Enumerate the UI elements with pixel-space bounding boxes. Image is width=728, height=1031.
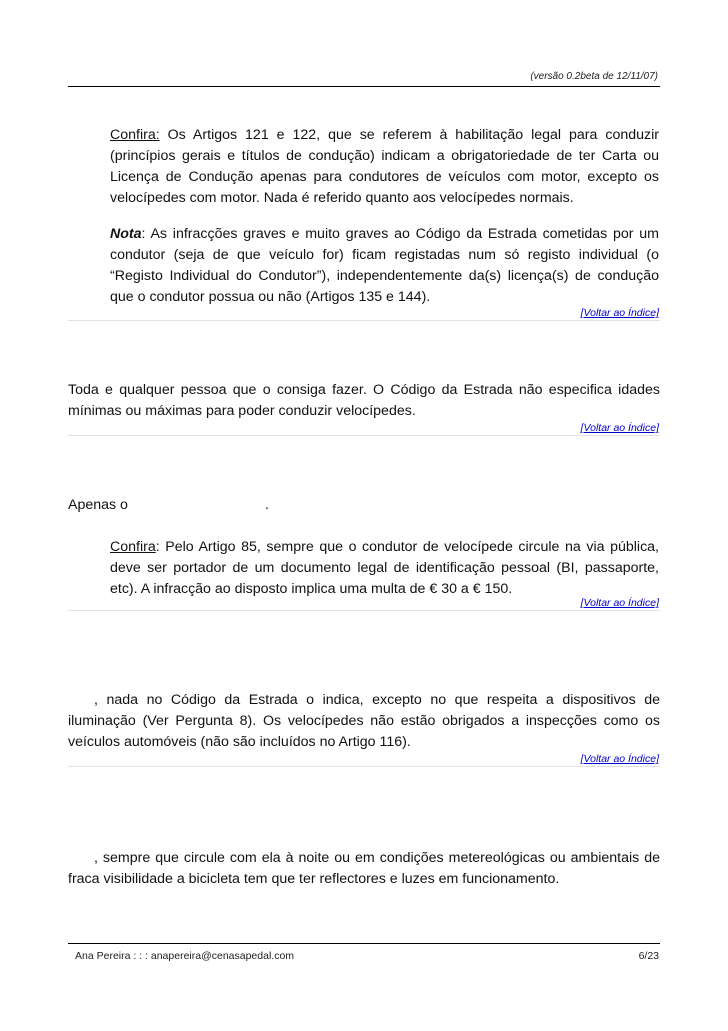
back-to-index-link-2[interactable]: [Voltar ao Índice] (580, 422, 659, 434)
section-separator-1 (68, 320, 660, 321)
confira-block-2 (110, 537, 659, 600)
answer-documents (68, 495, 660, 516)
confira-label: Confira (110, 539, 156, 555)
answer-lights: , sempre que circule com ela à noite ou em condições metereológicas ou ambientais de fraca visibilidade a bicicleta tem que ter reflectores e luzes em funcionamento. (68, 850, 660, 887)
confira-text: : Pelo Artigo 85, sempre que o condutor de velocípede circule na via pública, deve ser portador de um documento legal de identificação pessoal (BI, passaporte, etc). A infracção ao disposto implica uma multa de € 30 a € 150. (110, 539, 659, 597)
back-to-index-link-1[interactable]: [Voltar ao Índice] (580, 307, 659, 319)
page-number: 6/23 (638, 950, 659, 962)
nota-text: : As infracções graves e muito graves ao Código da Estrada cometidas por um condutor (seja de que veículo for) ficam registadas num só registo individual (o “Registo Individual do Condutor”), independentemente da(s) licença(s) de condução que o condutor possua ou não (Artigos 135 e 144). (110, 226, 659, 305)
footer-rule (68, 943, 660, 944)
section-separator-3 (68, 610, 660, 611)
footer-author: Ana Pereira : : : anapereira@cenasapedal.com (75, 950, 295, 962)
version-label: (versão 0.2beta de 12/11/07) (530, 71, 658, 82)
answer-who-can-ride: Toda e qualquer pessoa que o consiga fazer. O Código da Estrada não especifica idades mínimas ou máximas para poder conduzir velocípedes. (68, 382, 660, 419)
confira-text: Os Artigos 121 e 122, que se referem à habilitação legal para conduzir (princípios gerais e títulos de condução) indicam a obrigatoriedade de ter Carta ou Licença de Condução apenas para condutores de veículos com motor, excepto os velocípedes com motor. Nada é referido quanto aos velocípedes normais. (110, 127, 659, 206)
nota-label: Nota (110, 226, 142, 242)
section-separator-2 (68, 435, 660, 436)
confira-label: Confira: (110, 127, 160, 143)
confira-block-1 (110, 125, 659, 209)
back-to-index-link-3[interactable]: [Voltar ao Índice] (580, 597, 659, 609)
header-rule (68, 86, 660, 87)
back-to-index-link-4[interactable]: [Voltar ao Índice] (580, 753, 659, 765)
answer-documents-end: . (264, 497, 269, 513)
nota-block (110, 224, 659, 308)
section-separator-4 (68, 766, 660, 767)
answer-equipment: , nada no Código da Estrada o indica, excepto no que respeita a dispositivos de iluminação (Ver Pergunta 8). Os velocípedes não estão obrigados a inspecções como os veículos automóveis (não são incluídos no Artigo 116). (68, 692, 660, 750)
answer-documents-start: Apenas o (68, 497, 128, 513)
